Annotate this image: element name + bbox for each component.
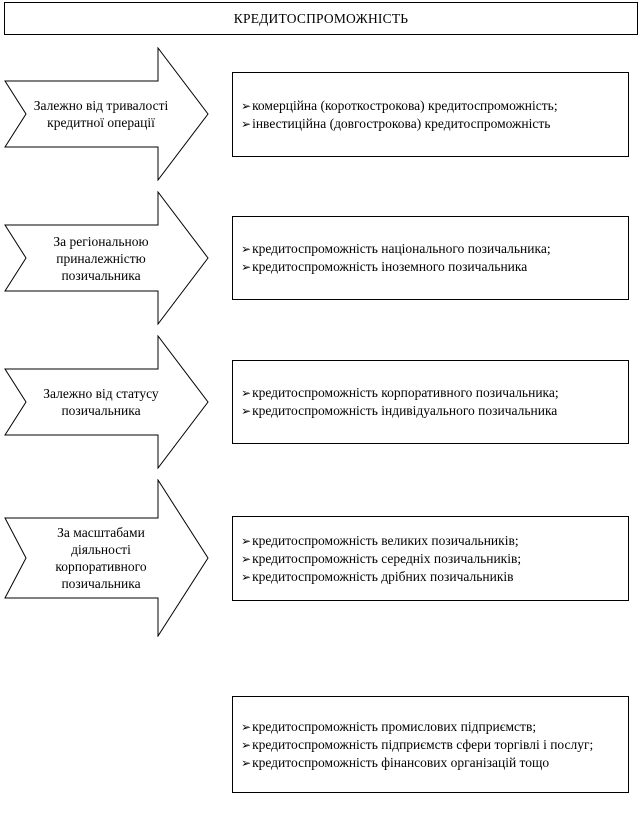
classification-item: ➢кредитоспроможність середніх позичальників; [241,550,522,566]
classification-item: ➢кредитоспроможність великих позичальників; [241,532,519,548]
classification-box-duration [232,72,629,157]
arrow-bullet-icon: ➢ [241,386,252,400]
classification-item: ➢інвестиційна (довгострокова) кредитоспроможність [241,115,551,131]
criterion-label: Залежно від статусу позичальника [43,386,159,418]
classification-box-status [232,360,629,444]
classification-item: ➢кредитоспроможність промислових підприємств; [241,718,537,734]
arrow-bullet-icon: ➢ [241,242,252,256]
arrow-bullet-icon: ➢ [241,404,252,418]
criterion-arrow-status [4,335,210,469]
criterion-label: За регіональною приналежністю позичальника [53,233,149,283]
classification-item: ➢кредитоспроможність корпоративного позичальника; [241,385,559,400]
classification-item: ➢кредитоспроможність національного позичальника; [241,241,551,256]
criterion-arrow-duration [4,47,210,181]
arrow-bullet-icon: ➢ [241,737,252,752]
arrow-bullet-icon: ➢ [241,98,252,113]
criterion-arrow-scale [4,479,210,637]
diagram-title: КРЕДИТОСПРОМОЖНІСТЬ [4,2,638,35]
criterion-label: За масштабами діяльності корпоративного позичальника [55,525,147,591]
arrow-bullet-icon: ➢ [241,719,252,734]
classification-item: ➢кредитоспроможність індивідуального позичальника [241,403,558,418]
arrow-bullet-icon: ➢ [241,116,252,131]
classification-box-industry [232,696,629,793]
classification-item: ➢кредитоспроможність іноземного позичальника [241,259,528,274]
criterion-label: Залежно від тривалості кредитної операції [33,98,169,130]
arrow-bullet-icon: ➢ [241,551,252,566]
classification-item: ➢кредитоспроможність дрібних позичальників [241,568,514,584]
criterion-arrow-region [4,191,210,325]
classification-item: ➢комерційна (короткострокова) кредитоспроможність; [241,97,558,113]
classification-item: ➢кредитоспроможність фінансових організацій тощо [241,754,550,770]
classification-box-scale [232,516,629,601]
arrow-bullet-icon: ➢ [241,755,252,770]
arrow-bullet-icon: ➢ [241,569,252,584]
arrow-bullet-icon: ➢ [241,260,252,274]
classification-box-region [232,216,629,300]
classification-item: ➢кредитоспроможність підприємств сфери торгівлі і послуг; [241,736,594,752]
arrow-bullet-icon: ➢ [241,533,252,548]
